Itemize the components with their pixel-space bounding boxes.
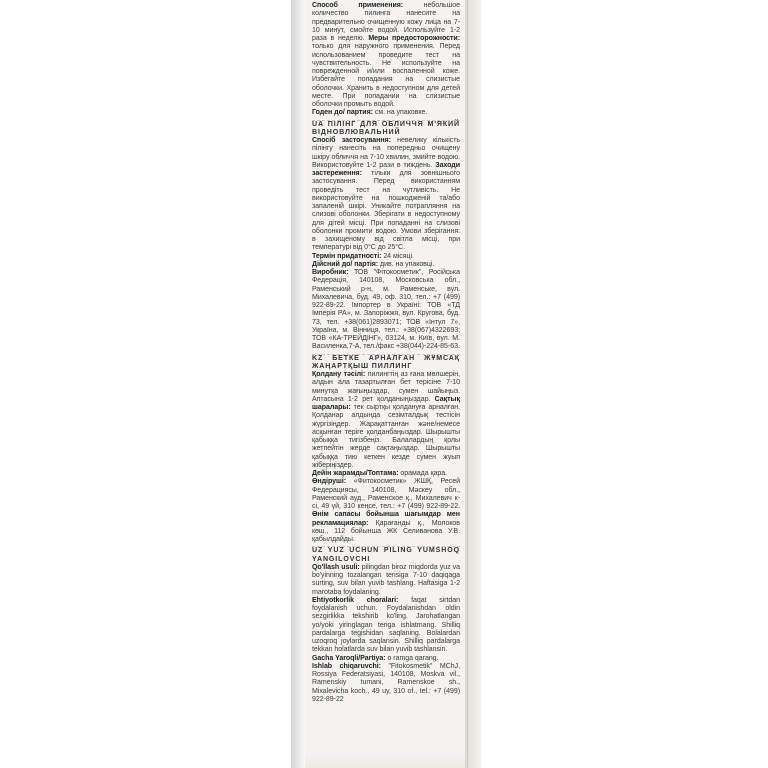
uz-maker-label: Ishlab chiqaruvchi: — [312, 662, 381, 670]
ua-usage-label: Спосіб застосування: — [312, 137, 391, 144]
kz-maker — [312, 478, 460, 544]
ua-valid-text: див. на упаковці. — [378, 260, 435, 268]
ua-usage-text: невелику кількість пілінгу нанесіть на попередньо очищену шкіру обличчя на 7-10 хвилин, змийте водою. Використовуйте 1-2 рази в тиждень. — [312, 137, 460, 169]
uz-usage — [312, 564, 460, 597]
uz-heading: UZ YUZ UCHUN PILING YUMSHOQ YANGILOVCHI — [312, 547, 460, 563]
box-right-edge — [465, 0, 481, 768]
kz-valid-label: Дейін жарамды/Топтама: — [312, 470, 399, 477]
ru-usage-label: Способ применения: — [312, 2, 404, 9]
kz-heading: KZ БЕТКЕ АРНАЛҒАН ЖҰМСАҚ ЖАҢАРТҚЫШ ПИЛЛИНГ — [312, 354, 460, 370]
uz-usage-label: Qo'llash usuli: — [312, 563, 360, 571]
kz-valid — [312, 470, 460, 478]
box-left-shadow — [291, 0, 305, 768]
uz-maker-text: "Fitokosmetik" MChJ, Rossiya Federatsiyasi, 140108, Moskva vil., Ramenskiy tumani, Ramenskoe sh., Mixalevicha koch., 49 uy, 310 of., tel.: +7 (499) 922-89-22 — [312, 662, 460, 703]
kz-quality-label: Өнім сапасы бойынша шағымдар мен рекламациялар: — [312, 511, 460, 527]
uz-usage-text: pilingdan biroz miqdorda yuz va bo'yinning tozalangan terisiga 7-10 daqiqaga surting, suv bilan yuvib tashlang. Haftasiga 1-2 marotaba foydalaning. — [312, 563, 460, 596]
ua-valid-label: Дійсний до/ партія: — [312, 260, 379, 268]
uz-caution-text: faqat sirtdan foydalanish uchun. Foydalanishdan oldin sezgirlikka tekshirib ko'ling. Jarohatlangan yo/yoki yiringlagan teriga ishlatmang. Shilliq pardalarga tegishidan saqlaning. Bolalardan uzoqroq joylarda saqlansin. Shilliq pardalarga tekkan holatlarda suv bilan yuvib tashlansin. — [312, 596, 460, 654]
box-seam — [467, 0, 468, 768]
kz-valid-text: орамада қара. — [398, 470, 448, 477]
uz-caution-label: Ehtiyotkorlik choralari: — [312, 596, 399, 604]
ru-usage-text: небольшое количество пилинга нанесите на предварительно очищенную кожу лица на 7-10 минут, смойте водой. Используйте 1-2 раза в неделю. — [312, 2, 460, 42]
ua-caution-text: тільки для зовнішнього застосування. Перед використанням проведіть тест на чутливість. Не використовуйте на пошкодженій та/або запаленій шкірі. Уникайте потрапляння на слизові оболонки. Зберігати в недоступному для дітей місці. При попаданні на слизові оболонки промити водою. Умови зберігання: в захищеному від світла місці, при температурі від 0°С до 25°С. — [312, 170, 460, 252]
uz-caution — [312, 597, 460, 655]
ua-maker-text: ТОВ "Фітокосметик", Російська Федерація, 140108, Московська обл., Раменський р-н, м. Раменське, вул. Михалевича, буд. 49, оф. 310, тел.: +7 (499) 922-89-22. Імпортер в Україні: ТОВ «ТД Імперія РА», м. Запоріжжя, вул. Кругова, буд. 73, тел. +38(061)2893071; ТОВ «Інтул 7», Україна, м. Вінниця, тел.: +38(067)4322693; ТОВ «КА-ТРЕЙДІНГ», 03124, м. Київ, вул. М. Василенка,7-А, тел./факс +38(044)-224-85-63. — [312, 269, 460, 351]
ua-term-text: 24 місяці. — [381, 252, 414, 260]
kz-usage-text: пилингтің аз ғана мөлшерін, алдын ала тазартылған бет терісіне 7-10 минутқа жағыңыздар, сумен шайыңыз. Аптасына 1-2 рет қолданыңыздар. — [312, 371, 460, 403]
uz-maker — [312, 663, 460, 704]
kz-quality-text: Қарағанды қ., Молоков көш., 112 бойынша ЖК Селиванова У.В. қабылдайды. — [312, 519, 460, 543]
uz-valid-label: Gacha Yaroqli/Partiya: — [312, 654, 386, 662]
uz-valid — [312, 655, 460, 663]
label-text-block — [312, 2, 460, 704]
ru-usage — [312, 2, 460, 109]
kz-usage-label: Қолдану тәсілі: — [312, 371, 366, 378]
ua-term — [312, 253, 460, 261]
ua-term-label: Термін придатності: — [312, 252, 382, 260]
kz-maker-text: «Фитокосметик» ЖШҚ, Ресей Федерациясы, 140108, Мәскеу обл., Раменский ауд., Раменское қ., Михалевич к-сі, 49 үй, 310 кеңсе, тел.: +7 (499) 922-89-22. — [312, 478, 460, 510]
ua-usage — [312, 137, 460, 253]
ua-heading: UA ПІЛІНГ ДЛЯ ОБЛИЧЧЯ М'ЯКИЙ ВІДНОВЛЮВАЛЬНИЙ — [312, 120, 460, 136]
ua-caution-label: Заходи застереження: — [312, 161, 460, 177]
kz-maker-label: Өндіруші: — [312, 478, 347, 486]
ru-expiry-text: см. на упаковке. — [372, 109, 428, 117]
kz-caution-label: Сақтық шаралары: — [312, 395, 460, 411]
ua-maker-label: Виробник: — [312, 269, 349, 276]
kz-caution-text: тек сыртқы қолдануға арналған. Қолданар алдында сезімталдық тестісін жүргізіңдер. Жарақаттанған және/немесе асқынған теріге қолданбаңыздар. Шырышты қабыққа тигізбеңіз. Балалардың қолы жетпейтін жерде сақтаңыздар. Шырышты қабыққа тию кеткен кезде сумен жуып жіберіңіздер. — [312, 404, 460, 469]
ru-caution-label: Меры предосторожности: — [368, 35, 460, 42]
ua-maker — [312, 269, 460, 352]
ru-caution-text: только для наружного применения. Перед использованием проведите тест на чувствительность. Не используйте на поврежденной и/или воспаленной коже. Избегайте попадания на слизистые оболочки. Хранить в недоступном для детей месте. При попадании на слизистые оболочки промыть водой. — [312, 43, 460, 108]
uz-valid-text: o ramga qarang. — [385, 654, 439, 662]
box-bottom-tint — [305, 754, 465, 768]
ru-expiry-label: Годен до/ партия: — [312, 109, 373, 117]
kz-usage — [312, 371, 460, 470]
ua-valid — [312, 261, 460, 269]
ru-expiry — [312, 109, 460, 117]
